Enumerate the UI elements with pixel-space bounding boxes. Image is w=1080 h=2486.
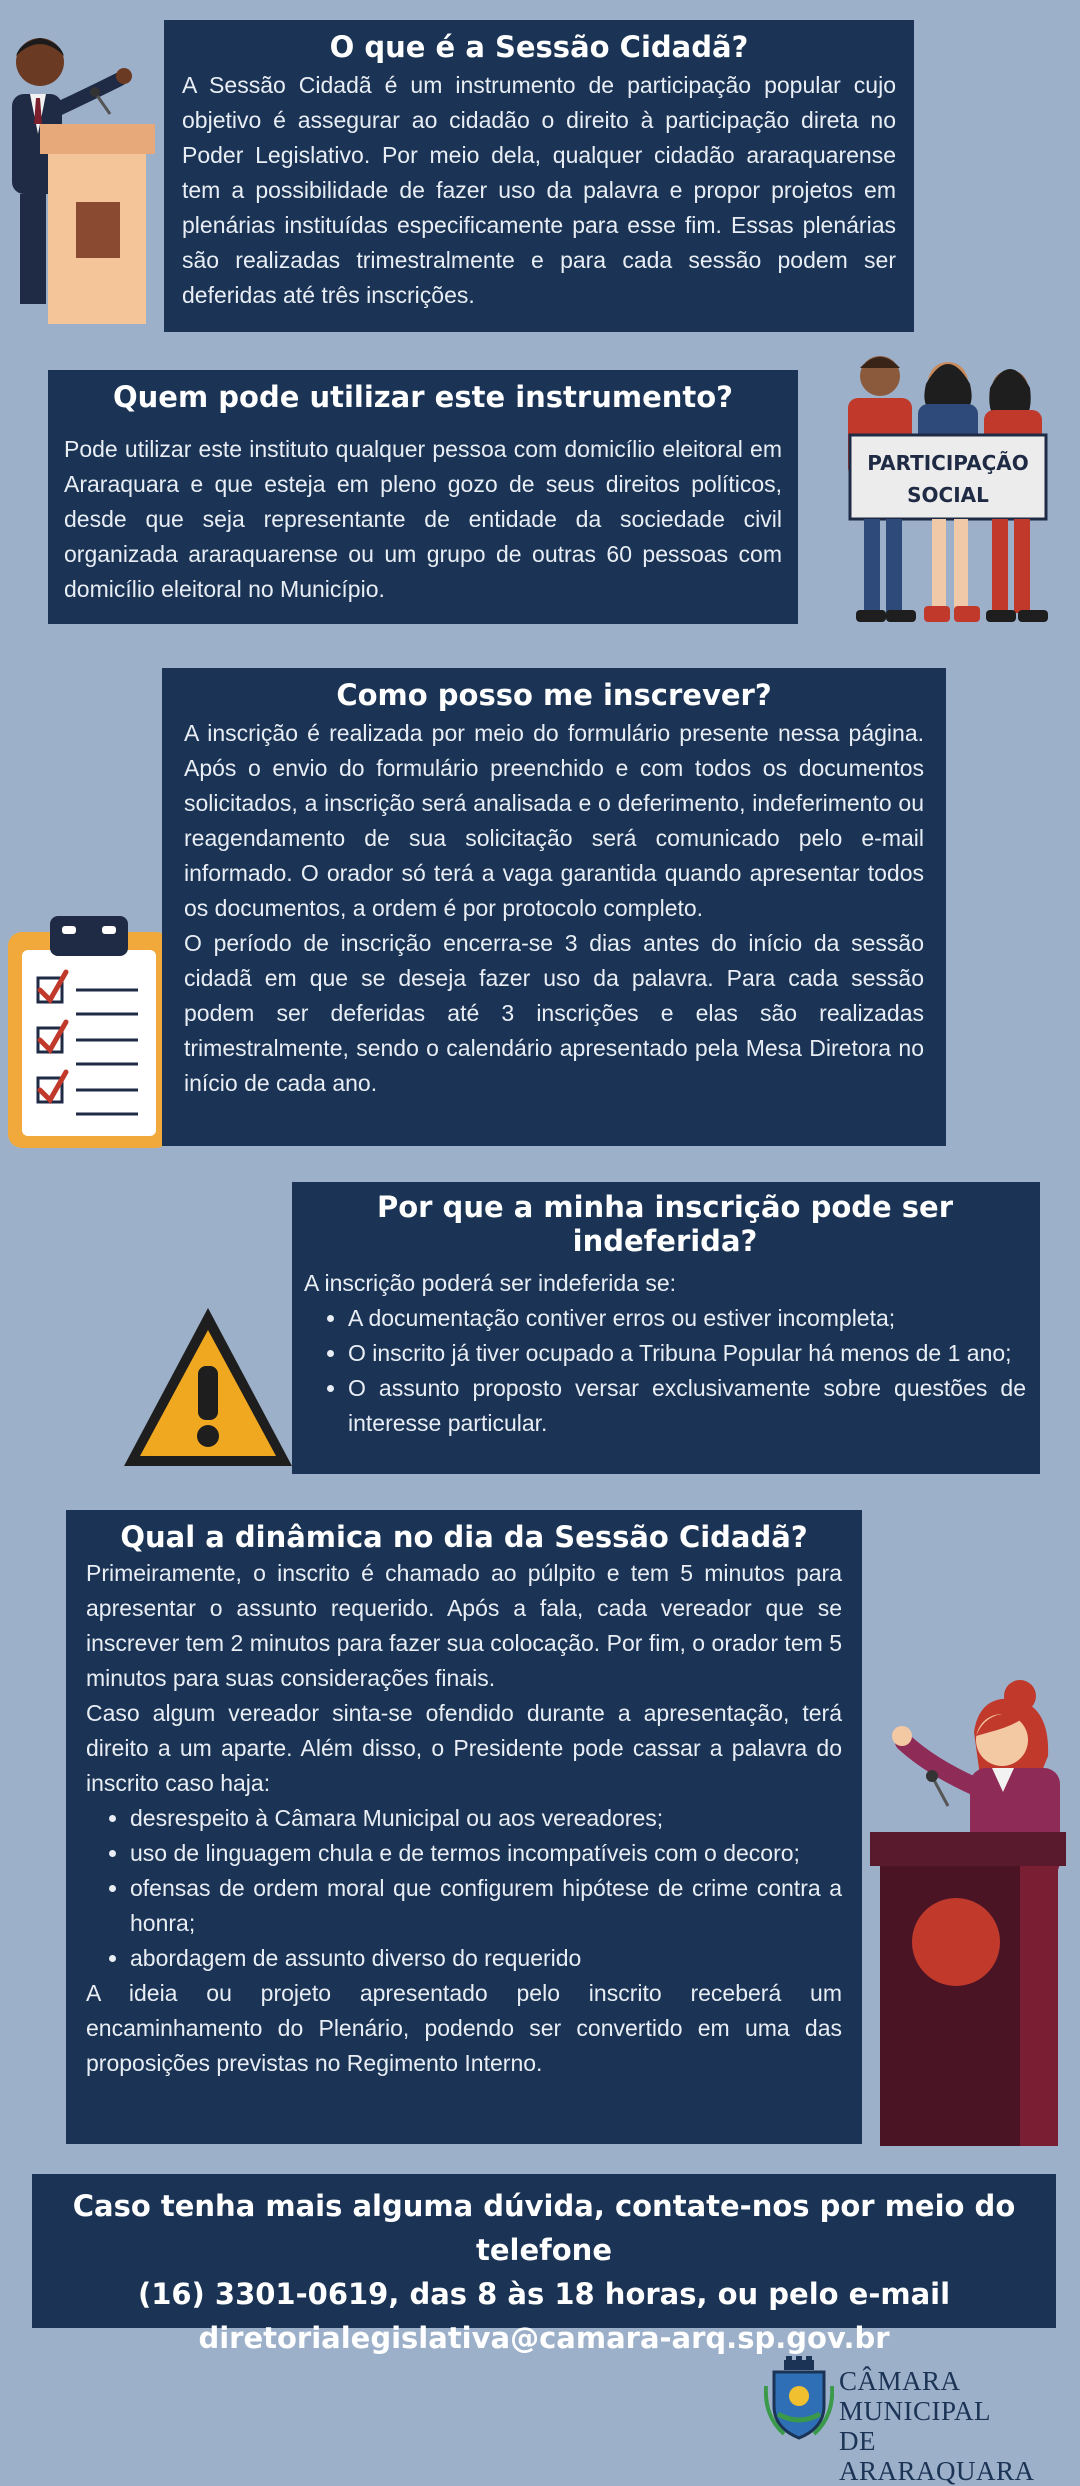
clipboard-checklist-icon [4,910,174,1150]
protest-group-icon [820,340,1070,630]
section-title: Como posso me inscrever? [336,678,772,712]
section-body: A ideia ou projeto apresentado pelo inscrito receberá um encaminhamento do Plenário, podendo ser convertido em uma das proposições previstas no Regimento Interno. [86,1980,842,2076]
list-item: • uso de linguagem chula e de termos incompatíveis com o decoro; [130,1836,842,1871]
contact-line: (16) 3301-0619, das 8 às 18 horas, ou pelo e-mail [137,2277,951,2311]
contact-line: Caso tenha mais alguma dúvida, contate-nos por meio do telefone [72,2189,1016,2267]
list-item: • A documentação contiver erros ou estiver incompleta; [348,1301,1026,1336]
sign-line2: SOCIAL [907,483,989,507]
section-body: Primeiramente, o inscrito é chamado ao púlpito e tem 5 minutos para apresentar o assunto requerido. Após a fala, cada vereador que se inscrever tem 2 minutos para fazer sua colocação. Por fim, o orador tem 5 minutos para suas considerações finais. [86,1560,842,1691]
section-title: Qual a dinâmica no dia da Sessão Cidadã? [120,1520,808,1554]
list-item: • abordagem de assunto diverso do requerido [130,1941,842,1976]
section-why-rejected [292,1182,1040,1474]
section-who-can [48,370,798,624]
section-body: O período de inscrição encerra-se 3 dias antes do início da sessão cidadã em que se deseja fazer uso da palavra. Para cada sessão podem ser deferidas até 3 inscrições e elas são realizadas trimestralmente, sendo o calendário apresentado pela Mesa Diretora no início de cada ano. [184,930,924,1096]
rejection-reasons-list [304,1301,1026,1441]
logo-text [839,2366,1064,2486]
warning-icon [118,1300,298,1475]
section-title: O que é a Sessão Cidadã? [329,30,749,64]
section-title: Por que a minha inscrição pode ser indeferida? [376,1190,954,1258]
section-body: Pode utilizar este instituto qualquer pessoa com domicílio eleitoral em Araraquara e que esteja em pleno gozo de seus direitos políticos, desde que seja representante de entidade da sociedade civil organizada araraquarense ou um grupo de outras 60 pessoas com domicílio eleitoral no Município. [64,436,782,602]
contact-banner [32,2174,1056,2355]
list-item: • O assunto proposto versar exclusivamente sobre questões de interesse particular. [348,1371,1026,1441]
speech-revoke-reasons-list [86,1801,842,1976]
list-item: • ofensas de ordem moral que configurem hipótese de crime contra a honra; [130,1871,842,1941]
speaker-man-icon [0,24,160,324]
speaker-woman-icon [870,1676,1070,2146]
city-coat-of-arms-icon [764,2356,834,2442]
section-body: Caso algum vereador sinta-se ofendido durante a apresentação, terá direito a um aparte. Além disso, o Presidente pode cassar a palavra do inscrito caso haja: [86,1700,842,1796]
section-body: A Sessão Cidadã é um instrumento de participação popular cujo objetivo é assegurar ao cidadão o direito à participação direta no Poder Legislativo. Por meio dela, qualquer cidadão araraquarense tem a possibilidade de fazer uso da palavra e propor projetos em plenárias instituídas especificamente para esse fim. Essas plenárias são realizadas trimestralmente e para cada sessão podem ser deferidas até três inscrições. [182,72,896,308]
logo-line2: DE ARARAQUARA [839,2426,1035,2486]
sign-line1: PARTICIPAÇÃO [867,451,1029,475]
list-item: • desrespeito à Câmara Municipal ou aos vereadores; [130,1801,842,1836]
section-title: Quem pode utilizar este instrumento? [112,380,734,414]
section-body: A inscrição é realizada por meio do formulário presente nessa página. Após o envio do formulário preenchido e com todos os documentos solicitados, a inscrição será analisada e o deferimento, indeferimento ou reagendamento de sua solicitação será comunicado pelo e-mail informado. O orador só terá a vaga garantida quando apresentar todos os documentos, a ordem é por protocolo completo. [184,720,924,921]
contact-email: diretorialegislativa@camara-arq.sp.gov.br [198,2321,890,2355]
camara-logo [764,2356,1064,2486]
section-what-is [164,20,914,332]
list-item: • O inscrito já tiver ocupado a Tribuna Popular há menos de 1 ano; [348,1336,1026,1371]
section-session-dynamics [66,1510,862,2144]
logo-line1: CÂMARA MUNICIPAL [839,2366,992,2426]
section-intro: A inscrição poderá ser indeferida se: [304,1270,677,1296]
section-how-to-register [162,668,946,1146]
